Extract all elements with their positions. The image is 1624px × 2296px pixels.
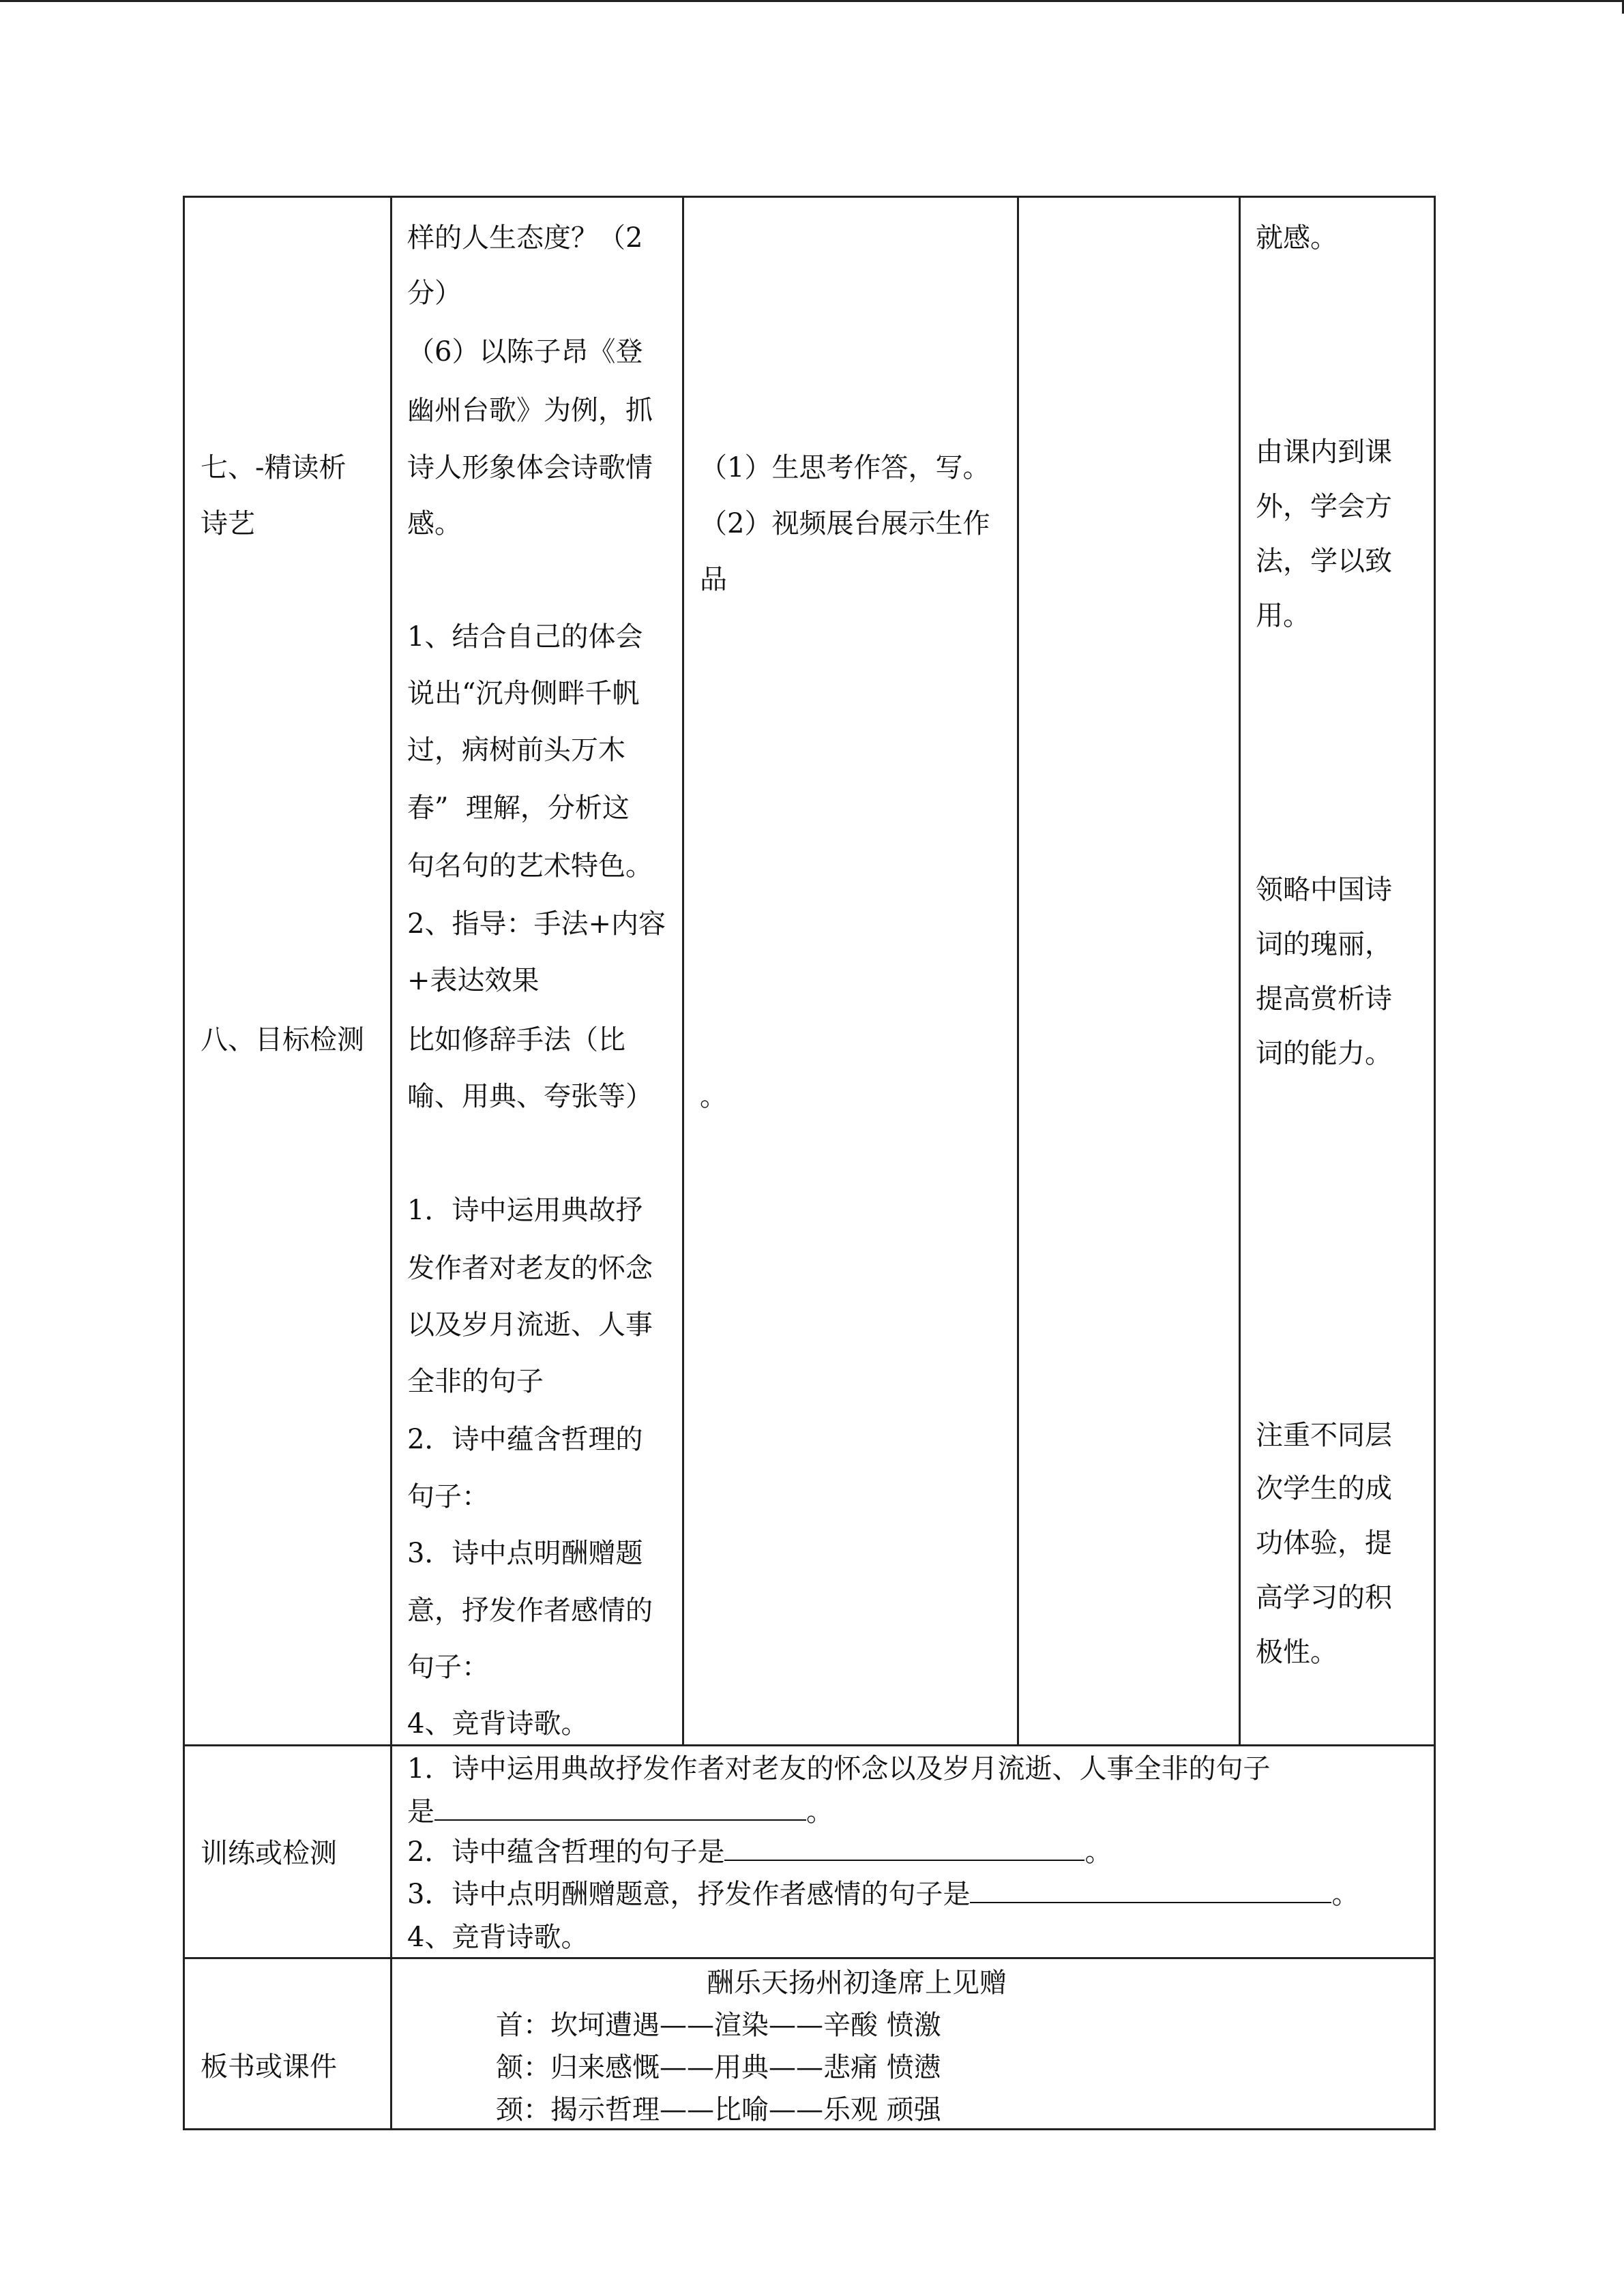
table-border-row2 xyxy=(183,1957,1436,1959)
text-line: 次学生的成 xyxy=(1256,1473,1392,1504)
text-line: 2．诗中蕴含哲理的 xyxy=(407,1424,643,1455)
text-line: 句子： xyxy=(407,1652,489,1683)
text-line: 。 xyxy=(700,1081,727,1112)
table-border-left xyxy=(183,196,185,2130)
answer-end: 。 xyxy=(806,1796,833,1828)
text-line: 就感。 xyxy=(1256,222,1338,254)
board-label: 板书或课件 xyxy=(201,2051,337,2083)
board-line-3: 颈：揭示哲理——比喻——乐观 顽强 xyxy=(496,2094,941,2126)
text-line: 由课内到课 xyxy=(1256,436,1392,468)
text-line: 功体验，提 xyxy=(1256,1527,1392,1559)
text-line: 2、指导：手法+内容 xyxy=(407,908,666,940)
text-line: 全非的句子 xyxy=(407,1366,544,1397)
table-border-right xyxy=(1434,196,1436,2130)
answer-blank xyxy=(970,1881,1331,1903)
table-border-col2 xyxy=(682,196,684,1746)
table-border-row1 xyxy=(183,1744,1436,1746)
text-line: 过，病树前头万木 xyxy=(407,734,625,766)
text-line: 分） xyxy=(407,278,462,309)
text-line: 外，学会方 xyxy=(1256,491,1392,522)
section-7-label-cont: 诗艺 xyxy=(201,508,255,539)
board-line-2: 颔：归来感慨——用典——悲痛 愤懑 xyxy=(496,2052,941,2083)
text-line: （6）以陈子昂《登 xyxy=(407,336,643,368)
page-top-edge xyxy=(0,0,1624,2)
board-title: 酬乐天扬州初逢席上见赠 xyxy=(707,1967,1007,1999)
table-border-top xyxy=(183,196,1436,198)
text-line: 感。 xyxy=(407,508,462,539)
text-line: 意，抒发作者感情的 xyxy=(407,1595,653,1626)
table-border-col4 xyxy=(1239,196,1241,1746)
text-line: 1、结合自己的体会 xyxy=(407,621,643,653)
answer-prefix: 是 xyxy=(407,1796,434,1828)
text-line: 4、竞背诗歌。 xyxy=(407,1708,589,1740)
training-question-3 xyxy=(407,1881,1359,1908)
text-line: 诗人形象体会诗歌情 xyxy=(407,452,653,483)
section-7-label: 七、-精读析 xyxy=(201,452,346,483)
text-line: 极性。 xyxy=(1256,1637,1338,1668)
text-line: +表达效果 xyxy=(407,965,540,996)
text-line: （1）生思考作答，写。 xyxy=(700,452,990,483)
text-line: 比如修辞手法（比 xyxy=(407,1024,625,1056)
text-line: 3．诗中点明酬赠题 xyxy=(407,1538,643,1569)
text-line: 样的人生态度？（2 xyxy=(407,222,643,254)
section-8-label: 八、目标检测 xyxy=(201,1024,364,1056)
training-question-1-answer xyxy=(407,1796,833,1828)
answer-end: 。 xyxy=(1331,1879,1359,1910)
text-line: 词的能力。 xyxy=(1256,1038,1392,1069)
text-line: 提高赏析诗 xyxy=(1256,983,1392,1015)
text-line: 句子： xyxy=(407,1481,489,1512)
text-line: 发作者对老友的怀念 xyxy=(407,1253,653,1284)
text-line: 词的瑰丽， xyxy=(1256,929,1392,960)
text-line: 注重不同层 xyxy=(1256,1420,1392,1451)
text-line: 1．诗中运用典故抒 xyxy=(407,1195,643,1226)
table-border-col1 xyxy=(390,196,392,2130)
answer-blank xyxy=(724,1839,1084,1861)
text-line: 品 xyxy=(700,564,727,595)
text-line: 高学习的积 xyxy=(1256,1582,1392,1613)
text-line: 喻、用典、夸张等） xyxy=(407,1081,653,1112)
training-question-2 xyxy=(407,1838,1112,1866)
text-line: 以及岁月流逝、人事 xyxy=(407,1309,653,1341)
training-question-4: 4、竞背诗歌。 xyxy=(407,1922,589,1953)
table-border-col3 xyxy=(1017,196,1019,1746)
question-text: 3．诗中点明酬赠题意，抒发作者感情的句子是 xyxy=(407,1879,971,1910)
text-line: 幽州台歌》为例，抓 xyxy=(407,395,653,426)
training-question-1: 1．诗中运用典故抒发作者对老友的怀念以及岁月流逝、人事全非的句子 xyxy=(407,1753,1271,1785)
table-border-bottom xyxy=(183,2128,1436,2130)
text-line: 句名句的艺术特色。 xyxy=(407,850,653,882)
answer-end: 。 xyxy=(1084,1836,1112,1868)
board-line-1: 首：坎坷遭遇——渲染——辛酸 愤激 xyxy=(496,2010,941,2041)
answer-blank xyxy=(434,1799,806,1821)
question-text: 2．诗中蕴含哲理的句子是 xyxy=(407,1836,725,1868)
text-line: 春” 理解，分析这 xyxy=(407,792,630,824)
text-line: （2）视频展台展示生作 xyxy=(700,508,990,539)
text-line: 说出“沉舟侧畔千帆 xyxy=(407,678,640,709)
text-line: 用。 xyxy=(1256,600,1310,631)
text-line: 法，学以致 xyxy=(1256,546,1392,577)
training-label: 训练或检测 xyxy=(201,1838,337,1869)
text-line: 领略中国诗 xyxy=(1256,874,1392,906)
